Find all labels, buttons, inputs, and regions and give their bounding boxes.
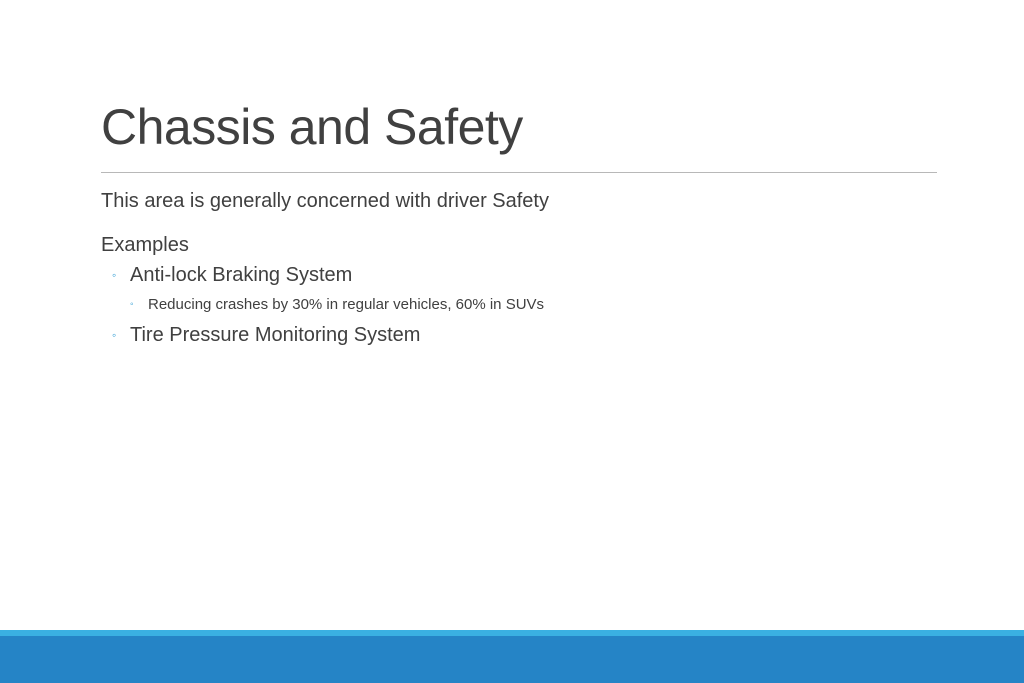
list-item [101,260,937,290]
footer-band [0,636,1024,683]
examples-heading: Examples [101,234,189,256]
sub-list-item-text: Reducing crashes by 30% in regular vehicles, 60% in SUVs [148,296,545,313]
intro-text: This area is generally concerned with driver Safety [101,190,549,212]
list-item-text: Tire Pressure Monitoring System [130,324,421,346]
bullet-circle-icon: ◦ [112,268,117,282]
sub-list-item [101,290,937,320]
slide-body [101,186,937,350]
list-item [101,320,937,350]
list-item-text: Anti-lock Braking System [130,264,353,286]
bullet-circle-icon: ◦ [130,299,134,310]
slide-title: Chassis and Safety [101,99,523,155]
title-divider [101,172,937,173]
bullet-circle-icon: ◦ [112,328,117,342]
